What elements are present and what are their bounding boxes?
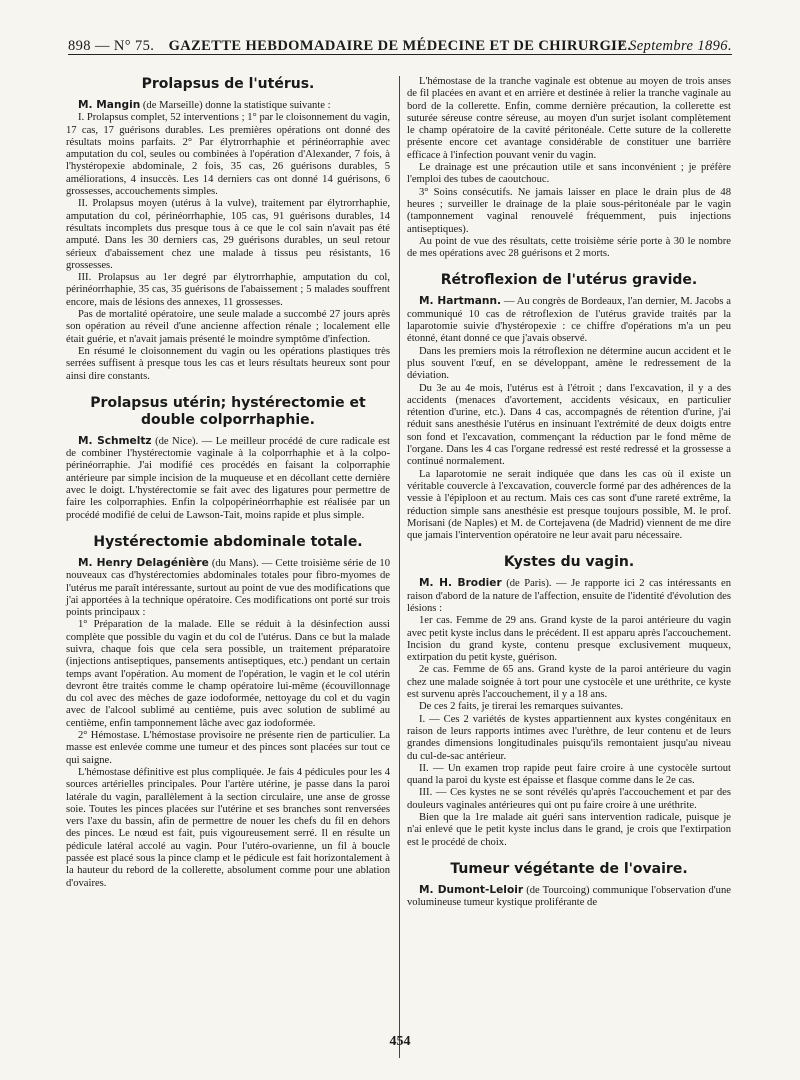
paragraph: III. Prolapsus au 1er degré par élytrorrhaphie, amputation du col, périnéorrhaphie, 35 cas, 35 guérisons de l'abaissement ; 5 malades souffrent encore, mais de lésions des annexes, 11 grossesses. <box>66 272 390 308</box>
paragraph: Bien que la 1re malade ait guéri sans intervention radicale, puisque je n'ai enlevé que le petit kyste inclus dans le grand, je crois que l'extirpation est le procédé de choix. <box>407 812 731 848</box>
left-column <box>66 76 390 890</box>
paragraph: 2e cas. Femme de 65 ans. Grand kyste de la paroi antérieure du vagin chez une malade soignée à tort pour une cystocèle et une uréthrite, ce kyste est survenu après l'accouchement, il y a 18 ans. <box>407 664 731 701</box>
paragraph-text: (du Mans). — Cette troisième série de 10 nouveaux cas d'hystérectomies abdominales totales pour fibro-myomes de l'utérus me paraît intéressante, surtout au point de vue des modifications que j'ai apportées à la technique opératoire. Ces modifications ont porté sur trois points principaux : <box>66 557 390 619</box>
section-title-prolapsus: Prolapsus de l'utérus. <box>141 76 315 92</box>
journal-title: GAZETTE HEBDOMADAIRE DE MÉDECINE ET DE CHIRURGIE. <box>168 38 632 54</box>
section-title-hysterectomie-abdominale: Hystérectomie abdominale totale. <box>93 533 363 550</box>
paragraph: Dans les premiers mois la rétroflexion ne détermine aucun accident et le plus souvent l'œuf, en se développant, amène le redressement de la déviation. <box>407 345 731 382</box>
running-header <box>68 28 732 55</box>
issue-date: 17 Septembre 1896. <box>609 38 732 54</box>
paragraph: II. — Un examen trop rapide peut faire croire à une cystocèle surtout quand la paroi du kyste est épaisse et flasque comme dans le 2e cas. <box>407 762 731 787</box>
paragraph <box>66 557 390 619</box>
section-title-hysterectomie-colporrhaphie: Prolapsus utérin; hystérectomie et double colporrhaphie. <box>90 394 366 428</box>
paragraph: I. — Ces 2 variétés de kystes appartiennent aux kystes congénitaux en raison de leurs rapports intimes avec l'urèthre, de leur contenu et de leurs grandes dimensions longitudinales puisqu'ils remontaient jusqu'au niveau du cul-de-sac antérieur. <box>407 713 731 762</box>
paragraph: 1° Préparation de la malade. Elle se réduit à la désinfection aussi complète que possible du vagin et du col de l'utérus. Dans ce but la malade suivra, chaque fois que cela sera possible, un traitement préparatoire (injections antiseptiques, pansements antiseptiques, etc.) pendant un certain temps avant l'opération. Au moment de l'opération, le vagin et le col utérin devront être traités comme le champ opératoire lui-même (écouvillonnage du col avec des mèches de gaze iodoformée, nettoyage du col et du vagin avec de l'alcool sublimé au centième, puis avec solution de sublimé au centième, enfin tamponnement lâche avec gaz iodoformée. <box>66 619 390 729</box>
paragraph-text: — Au congrès de Bordeaux, l'an dernier, M. Jacobs a communiqué 10 cas de rétroflexion de l'utérus gravide traités par la laparotomie suivie d'hystéropexie : ce chiffre d'opérations m'a un peu étonné, étant donné ce que j'avais observé. <box>407 296 731 345</box>
folio-number: 454 <box>389 1034 411 1049</box>
paragraph <box>407 577 731 615</box>
right-column <box>407 76 731 910</box>
author-name: M. Hartmann. <box>419 295 502 308</box>
paragraph-text: (de Marseille) donne la statistique suivante : <box>140 100 331 111</box>
paragraph: 1er cas. Femme de 29 ans. Grand kyste de la paroi antérieure du vagin avec petit kyste inclus dans le précédent. Il est apparu après l'accouchement. Incision du grand kyste, contenu presque exclusivement muqueux, extirpation du petit kyste, guérison. <box>407 615 731 664</box>
paragraph: I. Prolapsus complet, 52 interventions ; 1° par le cloisonnement du vagin, 17 cas, 17 guérisons durables. Les premières opérations ont donné des résultats moins parfaits. 2° Par élytrorrhaphie et périnéorraphie avec amputation du col, seules ou combinées à l'opération d'Alexander, 7 fois, à l'hystéropexie abdominale, 2 fois, 35 cas, 26 guérisons durables, 5 améliorations, 4 insuccès. Les 14 derniers cas ont donné 14 guérisons, 6 grossesses, accouchements simples. <box>66 112 390 198</box>
column-divider <box>399 76 400 1058</box>
paragraph: En résumé le cloisonnement du vagin ou les opérations plastiques très serrées suffisent à presque tous les cas et leurs résultats heureux sont pour ainsi dire constants. <box>66 345 390 382</box>
paragraph: De ces 2 faits, je tirerai les remarques suivantes. <box>419 701 624 713</box>
paragraph: Pas de mortalité opératoire, une seule malade a succombé 27 jours après son opération au réveil d'une ancienne affection rénale ; localement elle était guérie, et n'avait jamais présenté le moindre symptôme d'infection. <box>66 309 390 345</box>
paragraph <box>407 884 731 910</box>
paragraph: III. — Ces kystes ne se sont révélés qu'après l'accouchement et par des douleurs vaginales antérieures qui ont pu faire croire à une uréthrite. <box>407 787 731 811</box>
paragraph: Le drainage est une précaution utile et sans inconvénient ; je préfère l'emploi des tubes de caoutchouc. <box>407 162 731 186</box>
paragraph <box>407 295 731 345</box>
section-title-kystes-vagin: Kystes du vagin. <box>503 554 635 571</box>
paragraph: Du 3e au 4e mois, l'utérus est à l'étroit ; dans l'excavation, il y a des accidents (menaces d'avortement, accidents vésicaux, en particulier rétention d'urine, etc.). Dans 4 cas, accompagnés de rétention d'urine, j'ai réduit sans anesthésie l'utérus en insinuant l'extrémité de deux doigts entre son fond et l'excavation, commençant la réduction par le fond même de l'organe. Dans les 4 cas l'organe redressé est resté redressé et la grossesse a continué normalement. <box>407 382 731 468</box>
paragraph: L'hémostase de la tranche vaginale est obtenue au moyen de trois anses de fil placées en avant et en arrière et destinée à relier la tranche vaginale au bord de la collerette. Enfin, comme dernière précaution, la collerette est suturée séreuse contre séreuse, au moyen d'un surjet isolant complètement le champ opératoire de la cavité péritonéale. Cette suture de la collerette présente encore cet avantage considérable de constituer une barrière efficace à l'infection pouvant venir du vagin. <box>407 76 731 161</box>
author-name: M. Henry Delagénière <box>78 556 209 569</box>
paragraph-text: (de Nice). — Le meilleur procédé de cure radicale est de combiner l'hystérectomie vaginale à la colporrhaphie et à la colpo-périnéorraphie. J'ai modifié ces procédés en faisant la colporraphie antérieure par simple incision de la muqueuse et en décollant cette dernière avec le doigt. L'hystérectomie se fait avec des ligatures pour permettre de faire les colporraphies. Enfin la colpopérinéorrhaphie est réalisée par un procédé modifié de celui de Lawson-Tait, moins rapide et plus simple. <box>66 435 390 521</box>
page-number: 898 — N° 75. <box>68 38 155 54</box>
paragraph-text: (de Tourcoing) communique l'observation d'une volumineuse tumeur kystique proliférante de <box>407 884 731 909</box>
paragraph: 2° Hémostase. L'hémostase provisoire ne présente rien de particulier. La masse est enlevée comme une tumeur et des pinces sont placées sur tout ce qui saigne. <box>66 730 390 766</box>
paragraph: L'hémostase définitive est plus compliquée. Je fais 4 pédicules pour les 4 sources artérielles principales. Pour l'artère utérine, je passe dans la paroi latérale du vagin, parallèlement à la section circulaire, une anse de grosse soie. Toutes les pinces placées sur l'utérine et ses branches sont renversées vers l'axe du bassin, afin de permettre de nouer les chefs du fil en dehors des pinces. Le nœud est fait, puis vigoureusement serré. Il en résulte un pédicule latéral accolé au vagin. Pour l'utéro-ovarienne, un fil à boucle passée est placé sous la pince clamp et le pédicule est fait horizontalement à la hauteur du rebord de la collerette, absolument comme pour une ablation d'ovaires. <box>66 766 390 889</box>
author-name: M. Mangin <box>78 99 141 111</box>
paragraph-text: (de Paris). — Je rapporte ici 2 cas intéressants en raison d'abord de la nature de l'affection, ensuite de l'identité d'évolution des lésions : <box>407 578 731 614</box>
paragraph: La laparotomie ne serait indiquée que dans les cas où il existe un véritable couvercle à l'excavation, couvercle formé par des adhérences de la vessie à l'épiploon et au rectum. Mais ces cas sont d'une rareté extrême, la réduction simple sans anesthésie est presque toujours possible, M. le prof. Morisani (de Naples) et M. de Cortejavena (de Madrid) viennent de me dire que jamais l'intervention opératoire ne leur avait paru nécessaire. <box>407 468 731 542</box>
section-title-retroflexion: Rétroflexion de l'utérus gravide. <box>440 272 698 289</box>
section-title-tumeur-ovaire: Tumeur végétante de l'ovaire. <box>450 860 688 877</box>
author-name: M. H. Brodier <box>419 577 502 590</box>
author-name: M. Schmeltz <box>78 434 152 447</box>
paragraph <box>66 435 390 522</box>
paragraph: Au point de vue des résultats, cette troisième série porte à 30 le nombre de mes opérations avec 28 guérisons et 2 morts. <box>407 235 731 260</box>
author-name: M. Dumont-Leloir <box>419 883 524 896</box>
paragraph: II. Prolapsus moyen (utérus à la vulve), traitement par élytrorrhaphie, amputation du col, périnéorrhaphie, 105 cas, 91 guérisons durables, 14 résultats incomplets dus presque tous à ce que le col sain n'avait pas été amputé. Dans les 30 derniers cas, 29 guérisons durables, un seul retour sérieux d'abaissement chez une malade à tissus peu résistants, 16 grossesses. <box>66 198 390 271</box>
paragraph: 3° Soins consécutifs. Ne jamais laisser en place le drain plus de 48 heures ; surveiller le drainage de la plaie sous-péritonéale par le vagin (tamponnement vaginal renouvelé fréquemment, puis injections antiseptiques). <box>407 186 731 235</box>
paragraph <box>66 99 390 112</box>
